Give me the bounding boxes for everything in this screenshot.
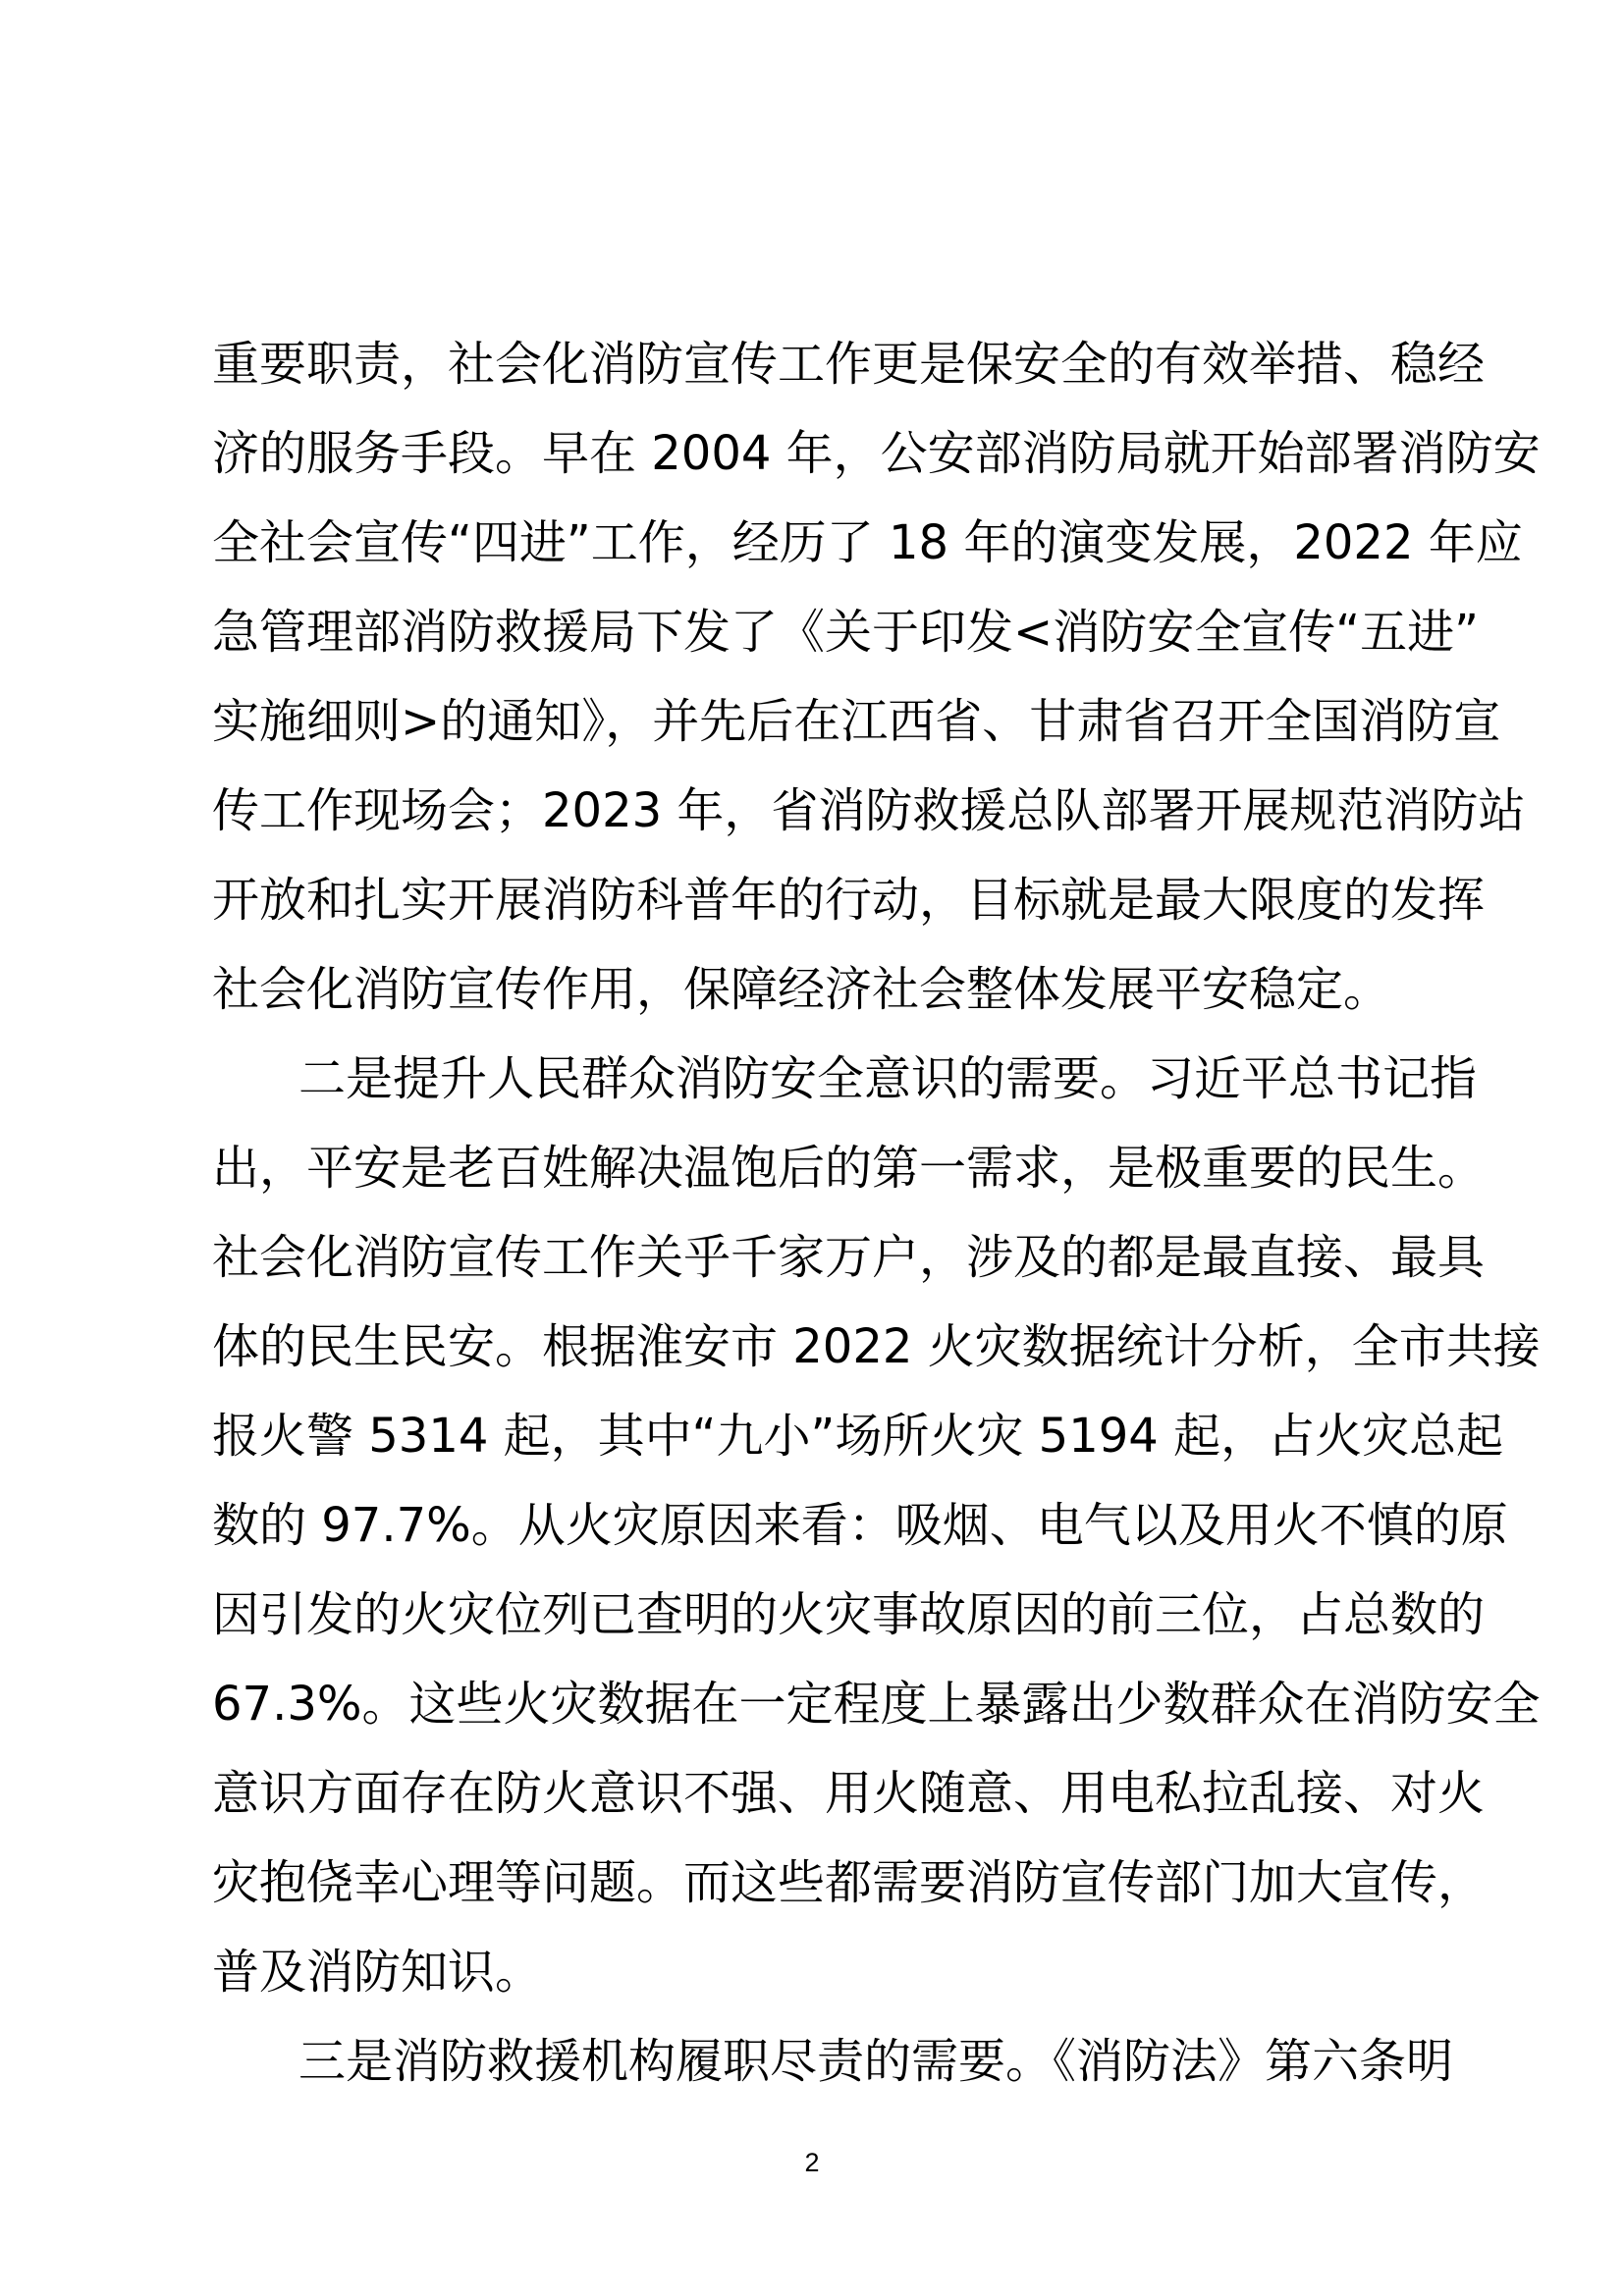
text-line: 报火警 5314 起，其中“九小”场所火灾 5194 起，占火灾总起	[212, 1409, 1504, 1464]
page-number: 2	[804, 2148, 820, 2177]
text-line: 实施细则>的通知》，并先后在江西省、甘肃省召开全国消防宣	[212, 694, 1501, 749]
document-body	[212, 320, 1541, 2107]
text-line: 体的民生民安。根据淮安市 2022 火灾数据统计分析，全市共接	[212, 1319, 1541, 1374]
text-line: 传工作现场会；2023 年，省消防救援总队部署开展规范消防站	[212, 783, 1526, 838]
text-line: 全社会宣传“四进”工作，经历了 18 年的演变发展，2022 年应	[212, 515, 1523, 570]
text-line: 意识方面存在防火意识不强、用火随意、用电私拉乱接、对火	[212, 1766, 1486, 1821]
text-line: 67.3%。这些火灾数据在一定程度上暴露出少数群众在消防安全	[212, 1677, 1541, 1732]
text-line: 社会化消防宣传作用，保障经济社会整体发展平安稳定。	[212, 962, 1391, 1017]
text-line: 急管理部消防救援局下发了《关于印发<消防安全宣传“五进”	[212, 605, 1479, 660]
text-line: 重要职责，社会化消防宣传工作更是保安全的有效举措、稳经	[212, 337, 1486, 392]
paragraph-2	[212, 1035, 1541, 2017]
text-line: 济的服务手段。早在 2004 年，公安部消防局就开始部署消防安	[212, 426, 1541, 481]
text-line: 普及消防知识。	[212, 1945, 543, 2000]
text-line: 二是提升人民群众消防安全意识的需要。习近平总书记指	[298, 1051, 1478, 1106]
text-line: 因引发的火灾位列已查明的火灾事故原因的前三位，占总数的	[212, 1587, 1486, 1642]
text-line: 出，平安是老百姓解决温饱后的第一需求，是极重要的民生。	[212, 1141, 1486, 1196]
text-line: 灾抱侥幸心理等问题。而这些都需要消防宣传部门加大宣传，	[212, 1855, 1486, 1910]
text-line: 开放和扎实开展消防科普年的行动，目标就是最大限度的发挥	[212, 873, 1486, 928]
text-line: 社会化消防宣传工作关乎千家万户，涉及的都是最直接、最具	[212, 1230, 1486, 1285]
paragraph-3	[212, 2017, 1454, 2107]
text-line: 三是消防救援机构履职尽责的需要。《消防法》第六条明	[298, 2034, 1454, 2089]
paragraph-1	[212, 320, 1541, 1035]
text-line: 数的 97.7%。从火灾原因来看：吸烟、电气以及用火不慎的原	[212, 1498, 1508, 1553]
